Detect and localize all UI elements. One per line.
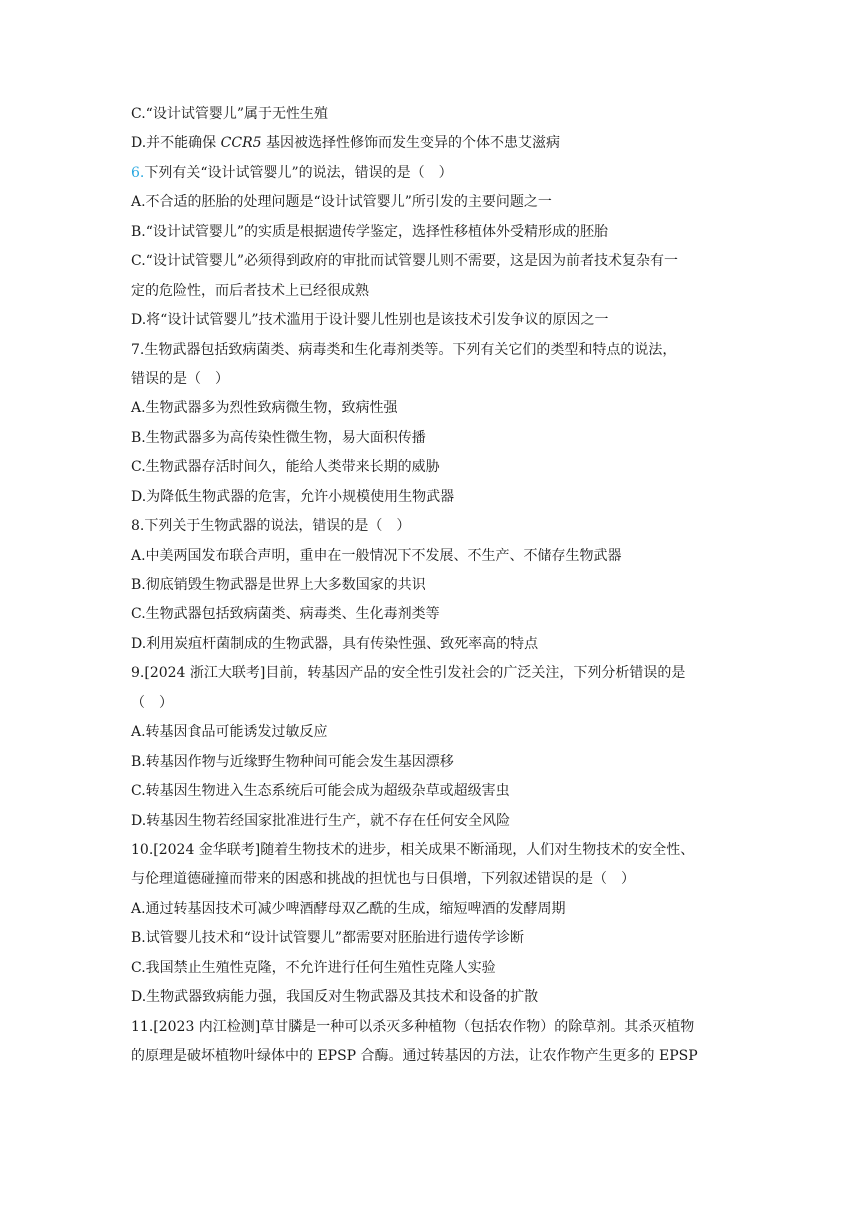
option-c-q7: C.生物武器存活时间久，能给人类带来长期的威胁 (131, 459, 440, 476)
option-b-q10: B.试管婴儿技术和“设计试管婴儿”都需要对胚胎进行遗传学诊断 (131, 930, 525, 947)
option-d-q10: D.生物武器致病能力强，我国反对生物武器及其技术和设备的扩散 (131, 989, 539, 1006)
option-d-q8: D.利用炭疽杆菌制成的生物武器，具有传染性强、致死率高的特点 (131, 635, 539, 652)
gene-name: CCR5 (220, 135, 262, 152)
text-part: 基因被选择性修饰而发生变异的个体不患艾滋病 (261, 135, 560, 152)
question-9: 9.[2024 浙江大联考]目前，转基因产品的安全性引发社会的广泛关注，下列分析错误的是 (131, 665, 686, 682)
question-7-cont: 错误的是（ ） (131, 370, 229, 387)
option-c-q8: C.生物武器包括致病菌类、病毒类、生化毒剂类等 (131, 606, 440, 623)
option-d-q9: D.转基因生物若经国家批准进行生产，就不存在任何安全风险 (131, 812, 511, 829)
question-9-cont: （ ） (131, 694, 173, 711)
question-10-cont: 与伦理道德碰撞而带来的困惑和挑战的担忧也与日俱增，下列叙述错误的是（ ） (131, 871, 635, 888)
option-b-q6: B.“设计试管婴儿”的实质是根据遗传学鉴定，选择性移植体外受精形成的胚胎 (131, 223, 609, 240)
question-11: 11.[2023 内江检测]草甘膦是一种可以杀灭多种植物（包括农作物）的除草剂。其杀灭植物 (131, 1018, 695, 1035)
option-c-q5: C.“设计试管婴儿”属于无性生殖 (131, 106, 328, 122)
option-a-q6: A.不合适的胚胎的处理问题是“设计试管婴儿”所引发的主要问题之一 (131, 194, 552, 211)
text-part: D.并不能确保 (131, 135, 221, 152)
option-d-q6: D.将“设计试管婴儿”技术滥用于设计婴儿性别也是该技术引发争议的原因之一 (131, 312, 609, 329)
question-8: 8.下列关于生物武器的说法，错误的是（ ） (131, 518, 411, 535)
question-10: 10.[2024 金华联考]随着生物技术的进步，相关成果不断涌现，人们对生物技术的安全性、 (131, 841, 695, 858)
option-a-q8: A.中美两国发布联合声明，重申在一般情况下不发展、不生产、不储存生物武器 (131, 547, 622, 564)
option-a-q9: A.转基因食品可能诱发过敏反应 (131, 724, 328, 741)
question-text: 下列有关“设计试管婴儿”的说法，错误的是（ ） (144, 164, 453, 181)
option-a-q10: A.通过转基因技术可减少啤酒酵母双乙酰的生成，缩短啤酒的发酵周期 (131, 900, 566, 917)
question-11-cont: 的原理是破坏植物叶绿体中的 EPSP 合酶。通过转基因的方法，让农作物产生更多的 EPSP (131, 1048, 698, 1064)
option-b-q7: B.生物武器多为高传染性微生物，易大面积传播 (131, 429, 426, 446)
option-b-q8: B.彻底销毁生物武器是世界上大多数国家的共识 (131, 577, 426, 593)
option-c-q6: C.“设计试管婴儿”必须得到政府的审批而试管婴儿则不需要，这是因为前者技术复杂有一 (131, 253, 678, 270)
question-6 (131, 159, 741, 188)
question-7: 7.生物武器包括致病菌类、病毒类和生化毒剂类等。下列有关它们的类型和特点的说法， (131, 341, 677, 358)
question-number: 6. (131, 164, 145, 181)
option-c-q9: C.转基因生物进入生态系统后可能会成为超级杂草或超级害虫 (131, 783, 510, 800)
option-a-q7: A.生物武器多为烈性致病微生物，致病性强 (131, 400, 398, 417)
document-page (131, 100, 741, 1071)
option-c-q10: C.我国禁止生殖性克隆，不允许进行任何生殖性克隆人实验 (131, 959, 496, 976)
option-d-q7: D.为降低生物武器的危害，允许小规模使用生物武器 (131, 488, 455, 505)
option-d-q5 (131, 129, 741, 158)
option-b-q9: B.转基因作物与近缘野生物种间可能会发生基因漂移 (131, 753, 454, 770)
option-c-q6-cont: 定的危险性，而后者技术上已经很成熟 (131, 282, 369, 299)
